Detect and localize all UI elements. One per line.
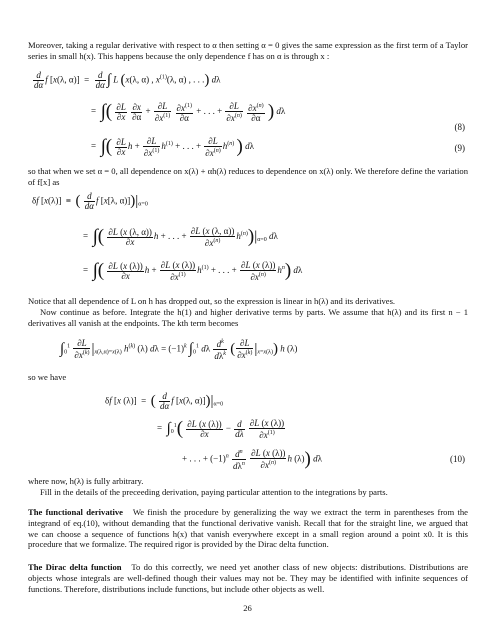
- section-title-dirac-delta: The Dirac delta function: [28, 562, 122, 572]
- equation-10-number: (10): [450, 454, 465, 464]
- section-functional-derivative: [28, 507, 468, 550]
- equation-10-line2: = $\int_0^1$( $\frac{\partial L (x (\lambda))}{\partial x}$ − $\frac{d}{d\lambda}$ $\frac{\partial L (x (\lambda))}{\partial x^{(1)}}$: [157, 417, 285, 440]
- paragraph-h-arbitrary: where now, h(λ) is fully arbitrary.: [28, 476, 144, 486]
- section-body-functional-derivative: We finish the procedure by generalizing the way we extract the term in parentheses from the integrand of eq.(10), without demanding that the functional derivative vanish. Recall that for the straight line, we argued that we can choose a sequence of functions h(x) that vanish everywhere except in a small region around a point x0. It is this procedure that we formalize. The required rigor is provided by the Dirac delta function.: [28, 507, 468, 550]
- equation-variation-line1: δf [x(λ)] ≡ ( $\frac{d}{d\alpha}$ f [x[λ, $\alpha)])|_{\alpha=0}$: [32, 191, 148, 211]
- equation-variation-line2: = ∫( $\frac{\partial L (x (\lambda, \alpha))}{\partial x}$ h + . . . + $\frac{\partial L (x (\lambda, \alpha))}{\partial x^{(n)}}$ $h^{(n)})|_{\alpha=0}$ dλ: [83, 225, 278, 248]
- page-number: 26: [243, 603, 252, 613]
- equation-8-number: (8): [454, 122, 465, 132]
- section-title-functional-derivative: The functional derivative: [28, 507, 123, 517]
- paragraph-exercise: Fill in the details of the preceeding derivation, paying particular attention to the integrations by parts.: [40, 487, 388, 497]
- equation-9: = ∫( $\frac{\partial L}{\partial x}$ h + $\frac{\partial L}{\partial x^{(1)}}$ $h^{(1)}$ + . . . + $\frac{\partial L}{\partial x^{(n)}}$ $h^{(n)}$ ) dλ: [91, 135, 254, 158]
- equation-8: = ∫( $\frac{\partial L}{\partial x}$ $\frac{\partial x}{\partial\alpha}$ + $\frac{\partial L}{\partial x^{(1)}}$ $\frac{\partial x^{(1)}}{\partial\alpha}$ + . . . + $\frac{\partial L}{\partial x^{(n)}}$ $\frac{\partial x^{(n)}}{\partial\alpha}$ ) dλ: [91, 100, 286, 123]
- paragraph-so-we-have: so we have: [28, 372, 67, 382]
- paragraph-taylor: Moreover, taking a regular derivative with respect to α then setting α = 0 gives the same expression as the first term of a Taylor series in small h(x). This happens because the only dependence f has on α is through x :: [28, 40, 468, 61]
- paragraph-variation-definition: so that when we set α = 0, all dependence on x(λ) + αh(λ) reduces to dependence on x(λ) only. We therefore define the variation of f[x] as: [28, 166, 468, 187]
- equation-10-line1: δf [x (λ)] = ( $\frac{d}{d\alpha}$ f [x(λ, $\alpha)])|_{\alpha=0}$: [105, 391, 224, 411]
- equation-10-line3: + . . . + $(-1)^n$ $\frac{d^n}{d\lambda^n}$ $\frac{\partial L (x (\lambda))}{\partial x^{(n)}}$ h (λ)) dλ: [182, 448, 322, 471]
- section-dirac-delta: [28, 562, 468, 594]
- paragraph-linear-in-h: Notice that all dependence of L on h has dropped out, so the expression is linear in h(λ) and its derivatives.: [28, 296, 396, 306]
- equation-9-number: (9): [454, 143, 465, 153]
- section-body-dirac-delta: To do this correctly, we need yet another class of new objects: distributions. Distributions are objects whose integrals are well-defined though their values may not be. They may be identified with infinite sequences of functions. Therefore, distributions include functions, but include other objects as well.: [28, 562, 469, 594]
- paragraph-integrate-by-parts: Now continue as before. Integrate the h(1) and higher derivative terms by parts. We assume that h(λ) and its first n − 1 derivatives all vanish at the endpoints. The kth term becomes: [28, 307, 468, 328]
- equation-kth-term: $\int_0^1$ $\frac{\partial L}{\partial x^{(k)}}$ $|_{x(\lambda,\alpha)=x(\lambda)}$ $h^{(k)}$ (λ) $d\lambda = (-1)^k$ $\int_0^1$ dλ $\frac{d^k}{d\lambda^k}$ ( $\frac{\partial L}{\partial x^{(k)}}$ $|_{x=x(\lambda)}$) h (λ): [60, 338, 298, 361]
- equation-variation-line3: = ∫( $\frac{\partial L (x (\lambda))}{\partial x}$ h + $\frac{\partial L (x (\lambda))}{\partial x^{(1)}}$ $h^{(1)}$ + . . . + $\frac{\partial L (x (\lambda))}{\partial x^{(n)}}$ $h^n$) dλ: [83, 259, 303, 282]
- equation-derivative-line1: $\frac{d}{d\alpha}$ f [x(λ, α)] = $\frac{d}{d\alpha}$ ∫ L (x(λ, α) , $x^{(1)}(\lambda$, α) , . . .) dλ: [34, 70, 221, 90]
